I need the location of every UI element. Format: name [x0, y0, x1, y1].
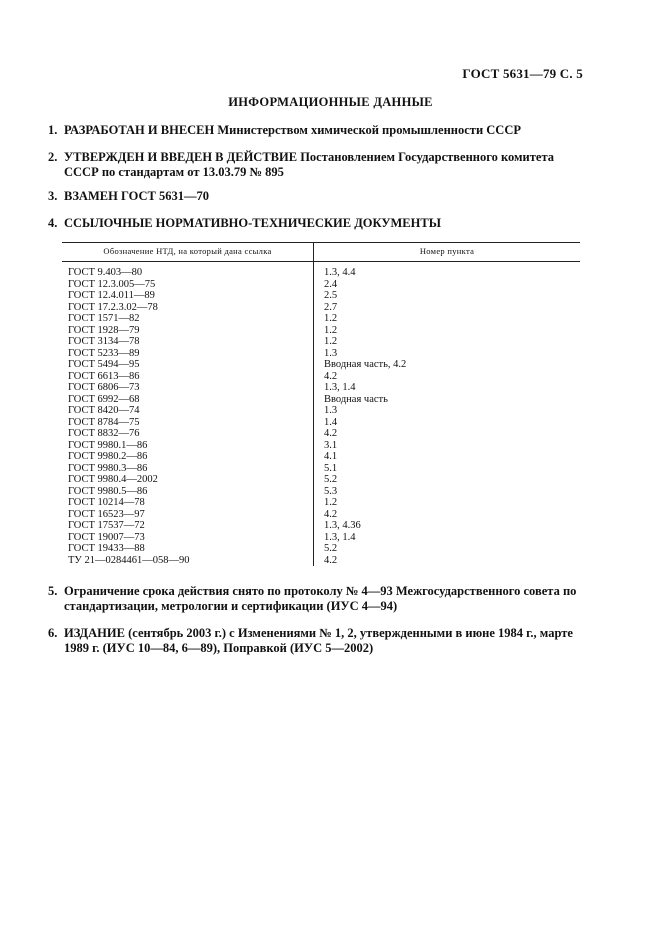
item-heading: ВЗАМЕН ГОСТ 5631—70 — [64, 189, 209, 203]
document-designation: ГОСТ 6613—86 — [62, 371, 314, 383]
item-text: Постановлением Государственного комитета СССР по стандартам от 13.03.79 № 895 — [64, 150, 554, 179]
table-header-row — [62, 243, 580, 262]
table-row — [62, 394, 580, 406]
document-designation: ГОСТ 9980.5—86 — [62, 486, 314, 498]
document-designation: ГОСТ 3134—78 — [62, 336, 314, 348]
item-number: 6. — [48, 626, 58, 640]
table-row — [62, 520, 580, 532]
table-body — [62, 262, 580, 567]
table-row — [62, 451, 580, 463]
table-row — [62, 463, 580, 475]
document-designation: ГОСТ 8832—76 — [62, 428, 314, 440]
info-item-3 — [48, 189, 583, 204]
item-number: 5. — [48, 584, 58, 598]
document-designation: ГОСТ 1928—79 — [62, 325, 314, 337]
document-designation: ГОСТ 17537—72 — [62, 520, 314, 532]
table-row — [62, 509, 580, 521]
clause-number: 4.1 — [324, 451, 338, 462]
document-designation: ГОСТ 8784—75 — [62, 417, 314, 429]
table-row — [62, 497, 580, 509]
item-number: 2. — [48, 150, 58, 164]
clause-number: 5.1 — [324, 462, 338, 474]
table-row — [62, 532, 580, 544]
document-designation: ГОСТ 9.403—80 — [62, 262, 314, 279]
table-row — [62, 440, 580, 452]
info-item-5 — [48, 584, 583, 614]
document-designation: ГОСТ 5494—95 — [62, 359, 314, 371]
column-header-clause: Номер пункта — [314, 243, 581, 262]
clause-number: Вводная часть, 4.2 — [324, 359, 407, 370]
item-text: (сентябрь 2003 г.) с Изменениями № 1, 2, утвержденными в июне 1984 г., марте 1989 г. (ИУС 10—84, 6—89), Поправкой (ИУС 5—2002) — [64, 626, 573, 655]
clause-number: 2.5 — [324, 290, 338, 301]
item-heading: РАЗРАБОТАН И ВНЕСЕН — [64, 123, 215, 137]
item-number: 3. — [48, 189, 58, 203]
clause-number: 3.1 — [324, 439, 338, 451]
document-designation: ГОСТ 1571—82 — [62, 313, 314, 325]
table-row — [62, 313, 580, 325]
clause-number: 5.2 — [324, 543, 338, 554]
document-designation: ГОСТ 12.3.005—75 — [62, 279, 314, 291]
table-row — [62, 262, 580, 279]
table-row — [62, 405, 580, 417]
clause-number: 1.3, 1.4 — [324, 382, 356, 393]
clause-number: 4.2 — [324, 508, 338, 520]
item-number: 4. — [48, 216, 58, 230]
column-header-designation: Обозначение НТД, на который дана ссылка — [62, 243, 314, 262]
table-row — [62, 348, 580, 360]
clause-number: 1.3, 4.36 — [324, 520, 361, 531]
table-row — [62, 543, 580, 555]
table-row — [62, 279, 580, 291]
table-row — [62, 290, 580, 302]
table-row — [62, 555, 580, 567]
document-designation: ГОСТ 9980.3—86 — [62, 463, 314, 475]
info-item-1 — [48, 123, 583, 138]
document-designation: ГОСТ 19007—73 — [62, 532, 314, 544]
document-designation: ГОСТ 5233—89 — [62, 348, 314, 360]
table-row — [62, 417, 580, 429]
document-designation: ГОСТ 6992—68 — [62, 394, 314, 406]
item-heading: ИЗДАНИЕ — [64, 626, 125, 640]
clause-number: 1.2 — [324, 313, 338, 324]
table-row — [62, 336, 580, 348]
info-item-4 — [48, 216, 583, 231]
item-number: 1. — [48, 123, 58, 137]
table-row — [62, 486, 580, 498]
document-designation: ГОСТ 6806—73 — [62, 382, 314, 394]
table-row — [62, 325, 580, 337]
table-row — [62, 359, 580, 371]
document-title: ИНФОРМАЦИОННЫЕ ДАННЫЕ — [228, 95, 433, 109]
info-item-6 — [48, 626, 583, 656]
document-designation: ГОСТ 10214—78 — [62, 497, 314, 509]
clause-number: 5.2 — [324, 474, 338, 485]
document-designation: ГОСТ 9980.4—2002 — [62, 474, 314, 486]
table-row — [62, 428, 580, 440]
item-text: Министерством химической промышленности СССР — [214, 123, 521, 137]
clause-number: 1.2 — [324, 336, 338, 347]
info-item-2 — [48, 150, 583, 180]
item-text: Ограничение срока действия снято по протоколу № 4—93 Межгосударственного совета по стандартизации, метрологии и сертификации (ИУС 4—94) — [64, 584, 577, 613]
page-header: ГОСТ 5631—79 С. 5 — [462, 66, 583, 81]
clause-number: 1.3, 1.4 — [324, 531, 356, 543]
document-designation: ГОСТ 17.2.3.02—78 — [62, 302, 314, 314]
clause-number: 1.3, 4.4 — [324, 267, 356, 278]
clause-number: 1.2 — [324, 324, 338, 336]
clause-number: 4.2 — [324, 428, 338, 439]
table-row — [62, 371, 580, 383]
document-designation: ГОСТ 8420—74 — [62, 405, 314, 417]
document-designation: ТУ 21—0284461—058—90 — [62, 555, 314, 567]
clause-number: Вводная часть — [324, 393, 388, 405]
reference-documents-table — [62, 242, 580, 566]
item-heading: ССЫЛОЧНЫЕ НОРМАТИВНО-ТЕХНИЧЕСКИЕ ДОКУМЕНТЫ — [64, 216, 441, 230]
document-designation: ГОСТ 19433—88 — [62, 543, 314, 555]
clause-number: 1.4 — [324, 416, 338, 428]
document-designation: ГОСТ 9980.2—86 — [62, 451, 314, 463]
table-row — [62, 302, 580, 314]
document-designation: ГОСТ 12.4.011—89 — [62, 290, 314, 302]
clause-number: 1.3 — [324, 347, 338, 359]
clause-number: 2.7 — [324, 301, 338, 313]
document-designation: ГОСТ 9980.1—86 — [62, 440, 314, 452]
table-row — [62, 474, 580, 486]
clause-number: 5.3 — [324, 485, 338, 497]
document-designation: ГОСТ 16523—97 — [62, 509, 314, 521]
clause-number: 4.2 — [324, 554, 338, 566]
table-row — [62, 382, 580, 394]
item-heading: УТВЕРЖДЕН И ВВЕДЕН В ДЕЙСТВИЕ — [64, 150, 298, 164]
clause-number: 1.2 — [324, 497, 338, 508]
clause-number: 4.2 — [324, 370, 338, 382]
clause-number: 2.4 — [324, 278, 338, 290]
clause-number: 1.3 — [324, 405, 338, 416]
